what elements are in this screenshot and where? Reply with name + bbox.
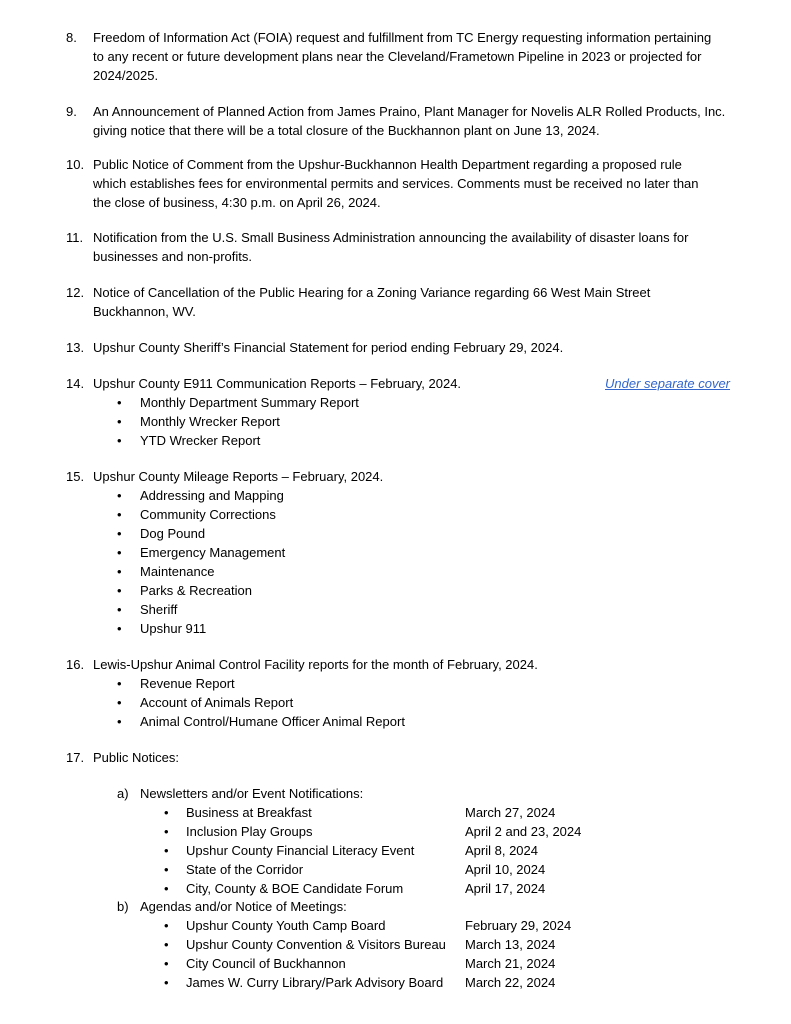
list-item <box>117 693 293 712</box>
item-text: Upshur County E911 Communication Reports – February, 2024. <box>93 376 462 391</box>
notice-entry <box>164 841 414 860</box>
bullet-icon: • <box>164 975 169 990</box>
item-number: 17. <box>66 750 85 765</box>
notice-date: April 2 and 23, 2024 <box>465 824 582 839</box>
notice-name: Business at Breakfast <box>186 805 312 820</box>
bullet-icon: • <box>117 621 122 636</box>
notice-entry <box>164 954 346 973</box>
notice-name: City, County & BOE Candidate Forum <box>186 881 404 896</box>
agenda-item-13 <box>66 338 748 357</box>
bullet-icon: • <box>117 526 122 541</box>
item-number: 8. <box>66 30 77 45</box>
list-item-label: Community Corrections <box>140 507 276 522</box>
list-item-label: Sheriff <box>140 602 178 617</box>
list-item <box>117 543 285 562</box>
notice-date: February 29, 2024 <box>465 918 572 933</box>
list-item-label: Maintenance <box>140 564 215 579</box>
bullet-icon: • <box>117 564 122 579</box>
list-item <box>117 600 177 619</box>
list-item <box>117 562 214 581</box>
bullet-icon: • <box>164 805 169 820</box>
sublist-letter: a) <box>117 786 129 801</box>
item-number: 10. <box>66 157 85 172</box>
item-number: 13. <box>66 340 85 355</box>
list-item-label: YTD Wrecker Report <box>140 433 261 448</box>
bullet-icon: • <box>117 714 122 729</box>
notice-entry <box>164 822 312 841</box>
list-item-label: Addressing and Mapping <box>140 488 284 503</box>
bullet-icon: • <box>117 545 122 560</box>
notice-entry <box>164 935 446 954</box>
notice-date: April 10, 2024 <box>465 862 546 877</box>
bullet-icon: • <box>164 937 169 952</box>
item-text: Public Notices: <box>93 750 179 765</box>
item-text: Upshur County Mileage Reports – February, 2024. <box>93 469 384 484</box>
notice-entry <box>164 879 403 898</box>
notice-name: Upshur County Financial Literacy Event <box>186 843 415 858</box>
list-item-label: Dog Pound <box>140 526 206 541</box>
item-number: 16. <box>66 657 85 672</box>
bullet-icon: • <box>117 507 122 522</box>
item-text: Freedom of Information Act (FOIA) request and fulfillment from TC Energy requesting information pertaining to any recent or future development plans near the Cleveland/Frametown Pipeline in 2023 or projected for 2024/2025. <box>93 30 712 83</box>
bullet-icon: • <box>117 602 122 617</box>
notice-date: March 21, 2024 <box>465 956 556 971</box>
list-item <box>117 619 206 638</box>
item-number: 11. <box>66 230 84 245</box>
item-number: 14. <box>66 376 85 391</box>
list-item <box>117 505 276 524</box>
agenda-item-15 <box>66 467 748 486</box>
notice-entry <box>164 973 443 992</box>
item-text: Public Notice of Comment from the Upshur-Buckhannon Health Department regarding a proposed rule which establishes fees for environmental permits and services. Comments must be received no later than the close of business, 4:30 p.m. on April 26, 2024. <box>93 157 699 210</box>
list-item <box>117 581 252 600</box>
notice-date: April 8, 2024 <box>465 843 538 858</box>
bullet-icon: • <box>164 862 169 877</box>
public-notices-newsletters-heading <box>117 784 363 803</box>
notice-name: James W. Curry Library/Park Advisory Board <box>186 975 444 990</box>
bullet-icon: • <box>117 695 122 710</box>
notice-entry <box>164 916 385 935</box>
sublist-title: Agendas and/or Notice of Meetings: <box>140 899 347 914</box>
item-text: Upshur County Sheriff’s Financial Statement for period ending February 29, 2024. <box>93 340 564 355</box>
bullet-icon: • <box>117 676 122 691</box>
list-item-label: Emergency Management <box>140 545 286 560</box>
list-item <box>117 674 235 693</box>
bullet-icon: • <box>117 414 122 429</box>
notice-name: City Council of Buckhannon <box>186 956 346 971</box>
list-item-label: Account of Animals Report <box>140 695 294 710</box>
list-item-label: Revenue Report <box>140 676 235 691</box>
bullet-icon: • <box>117 395 122 410</box>
bullet-icon: • <box>164 824 169 839</box>
agenda-item-12 <box>66 283 748 321</box>
notice-date: April 17, 2024 <box>465 881 546 896</box>
bullet-icon: • <box>164 881 169 896</box>
agenda-item-8 <box>66 28 748 85</box>
item-text: Notice of Cancellation of the Public Hearing for a Zoning Variance regarding 66 West Main Street Buckhannon, WV. <box>93 285 651 319</box>
list-item-label: Parks & Recreation <box>140 583 252 598</box>
list-item <box>117 431 260 450</box>
item-text: Notification from the U.S. Small Business Administration announcing the availability of disaster loans for businesses and non-profits. <box>93 230 689 264</box>
sublist-letter: b) <box>117 899 129 914</box>
list-item-label: Animal Control/Humane Officer Animal Report <box>140 714 405 729</box>
notice-name: Upshur County Youth Camp Board <box>186 918 386 933</box>
bullet-icon: • <box>117 488 122 503</box>
bullet-icon: • <box>117 433 122 448</box>
list-item <box>117 393 359 412</box>
item-text: Lewis-Upshur Animal Control Facility reports for the month of February, 2024. <box>93 657 538 672</box>
notice-name: Upshur County Convention & Visitors Bureau <box>186 937 446 952</box>
public-notices-agendas-heading <box>117 897 347 916</box>
notice-date: March 22, 2024 <box>465 975 556 990</box>
list-item-label: Monthly Wrecker Report <box>140 414 280 429</box>
list-item-label: Monthly Department Summary Report <box>140 395 359 410</box>
sublist-title: Newsletters and/or Event Notifications: <box>140 786 364 801</box>
bullet-icon: • <box>164 918 169 933</box>
agenda-item-9 <box>66 102 748 140</box>
list-item-label: Upshur 911 <box>140 621 207 636</box>
agenda-item-10 <box>66 155 748 212</box>
item-number: 9. <box>66 104 77 119</box>
agenda-item-17 <box>66 748 748 767</box>
agenda-item-11 <box>66 228 748 266</box>
under-separate-cover-link[interactable]: Under separate cover <box>605 376 731 391</box>
notice-entry <box>164 803 312 822</box>
notice-date: March 27, 2024 <box>465 805 556 820</box>
notice-name: Inclusion Play Groups <box>186 824 313 839</box>
item-number: 15. <box>66 469 85 484</box>
bullet-icon: • <box>117 583 122 598</box>
list-item <box>117 712 405 731</box>
notice-name: State of the Corridor <box>186 862 304 877</box>
list-item <box>117 486 284 505</box>
item-text: An Announcement of Planned Action from James Praino, Plant Manager for Novelis ALR Rolled Products, Inc. giving notice that there will be a total closure of the Buckhannon plant on June 13, 2024. <box>93 104 726 138</box>
notice-date: March 13, 2024 <box>465 937 556 952</box>
bullet-icon: • <box>164 843 169 858</box>
bullet-icon: • <box>164 956 169 971</box>
list-item <box>117 412 280 431</box>
notice-entry <box>164 860 303 879</box>
item-number: 12. <box>66 285 85 300</box>
agenda-item-16 <box>66 655 748 674</box>
list-item <box>117 524 205 543</box>
